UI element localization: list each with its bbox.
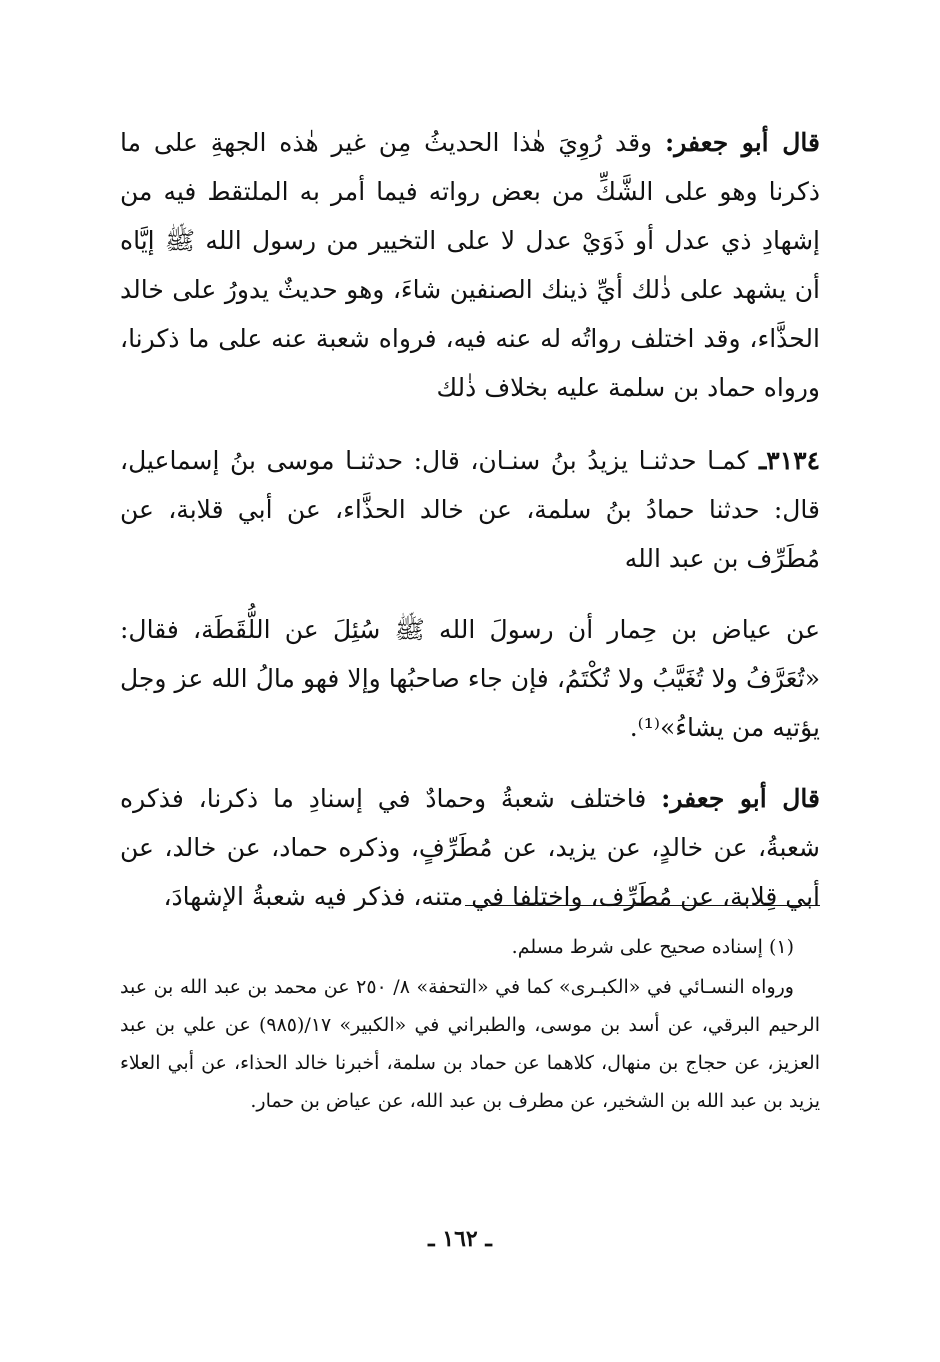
paragraph-4 bbox=[120, 774, 820, 921]
hadith-number: ٣١٣٤ـ bbox=[758, 446, 820, 475]
page-number: ـ ١٦٢ ـ bbox=[428, 1226, 492, 1252]
footnote-1: (١) إسناده صحيح على شرط مسلم. bbox=[511, 936, 794, 958]
paragraph-4-lead: قال أبو جعفر: bbox=[661, 784, 820, 813]
paragraph-4-text: فاختلف شعبةُ وحمادٌ في إسنادِ ما ذكرنا، فذكره شعبةُ، عن خالدٍ، عن يزيد، عن مُطَرِّفٍ، وذكره حماد، عن خالد، عن أبي قِلابة، عن مُطَرِّف، واختلفا في متنه، فذكر فيه شعبةُ الإشهادَ، bbox=[120, 784, 820, 911]
footnote-1-body: ورواه النسـائي في «الكبـرى» كما في «التحفة» ٨/ ٢٥٠ عن محمد بن عبد الله بن عبد الرحيم البرقي، عن أسد بن موسى، والطبراني في «الكبير» ١٧/(٩٨٥) عن علي بن عبد العزيز، عن حجاج بن منهال، كلاهما عن حماد بن سلمة، أخبرنا خالد الحذاء، عن أبي العلاء يزيد بن عبد الله بن الشخير، عن مطرف بن عبد الله، عن عياض بن حمار. bbox=[120, 976, 820, 1112]
paragraph-3-text: عن عياض بن حِمار أن رسولَ الله ﷺ سُئِلَ عن اللُّقَطَة، فقال: «تُعَرَّفُ ولا تُغَيَّبُ ولا تُكْتَمُ، فإن جاء صاحبُها وإلا فهو مالُ الله عز وجل يؤتيه من يشاءُ»⁽¹⁾. bbox=[120, 615, 820, 742]
paragraph-3 bbox=[120, 605, 820, 752]
paragraph-2-hadith-3134 bbox=[120, 436, 820, 583]
paragraph-2-text: كمـا حدثنـا يزيدُ بنُ سنـان، قال: حدثنـا موسى بنُ إسماعيل، قال: حدثنا حمادُ بنُ سلمة، عن خالد الحذَّاء، عن أبي قلابة، عن مُطَرِّف بن عبد الله bbox=[120, 446, 820, 573]
footnotes bbox=[120, 928, 820, 1120]
paragraph-1-lead: قال أبو جعفر: bbox=[665, 128, 820, 157]
main-text bbox=[120, 118, 820, 943]
paragraph-1-text: وقد رُوِيَ هٰذا الحديثُ مِن غير هٰذه الجهةِ على ما ذكرنا وهو على الشَّكِّ من بعض رواته فيما أمر به الملتقط فيه من إشهادِ ذي عدل أو ذَوَيْ عدل لا على التخيير من رسول الله ﷺ إيَّاه أن يشهد على ذٰلك أيِّ ذينك الصنفين شاءَ، وهو حديثٌ يدورُ على خالد الحذَّاء، وقد اختلف رواتُه له عنه فيه، فرواه شعبة عنه على ما ذكرنا، ورواه حماد بن سلمة عليه بخلاف ذٰلك bbox=[120, 128, 820, 402]
footnote-divider bbox=[465, 905, 820, 906]
paragraph-1 bbox=[120, 118, 820, 412]
